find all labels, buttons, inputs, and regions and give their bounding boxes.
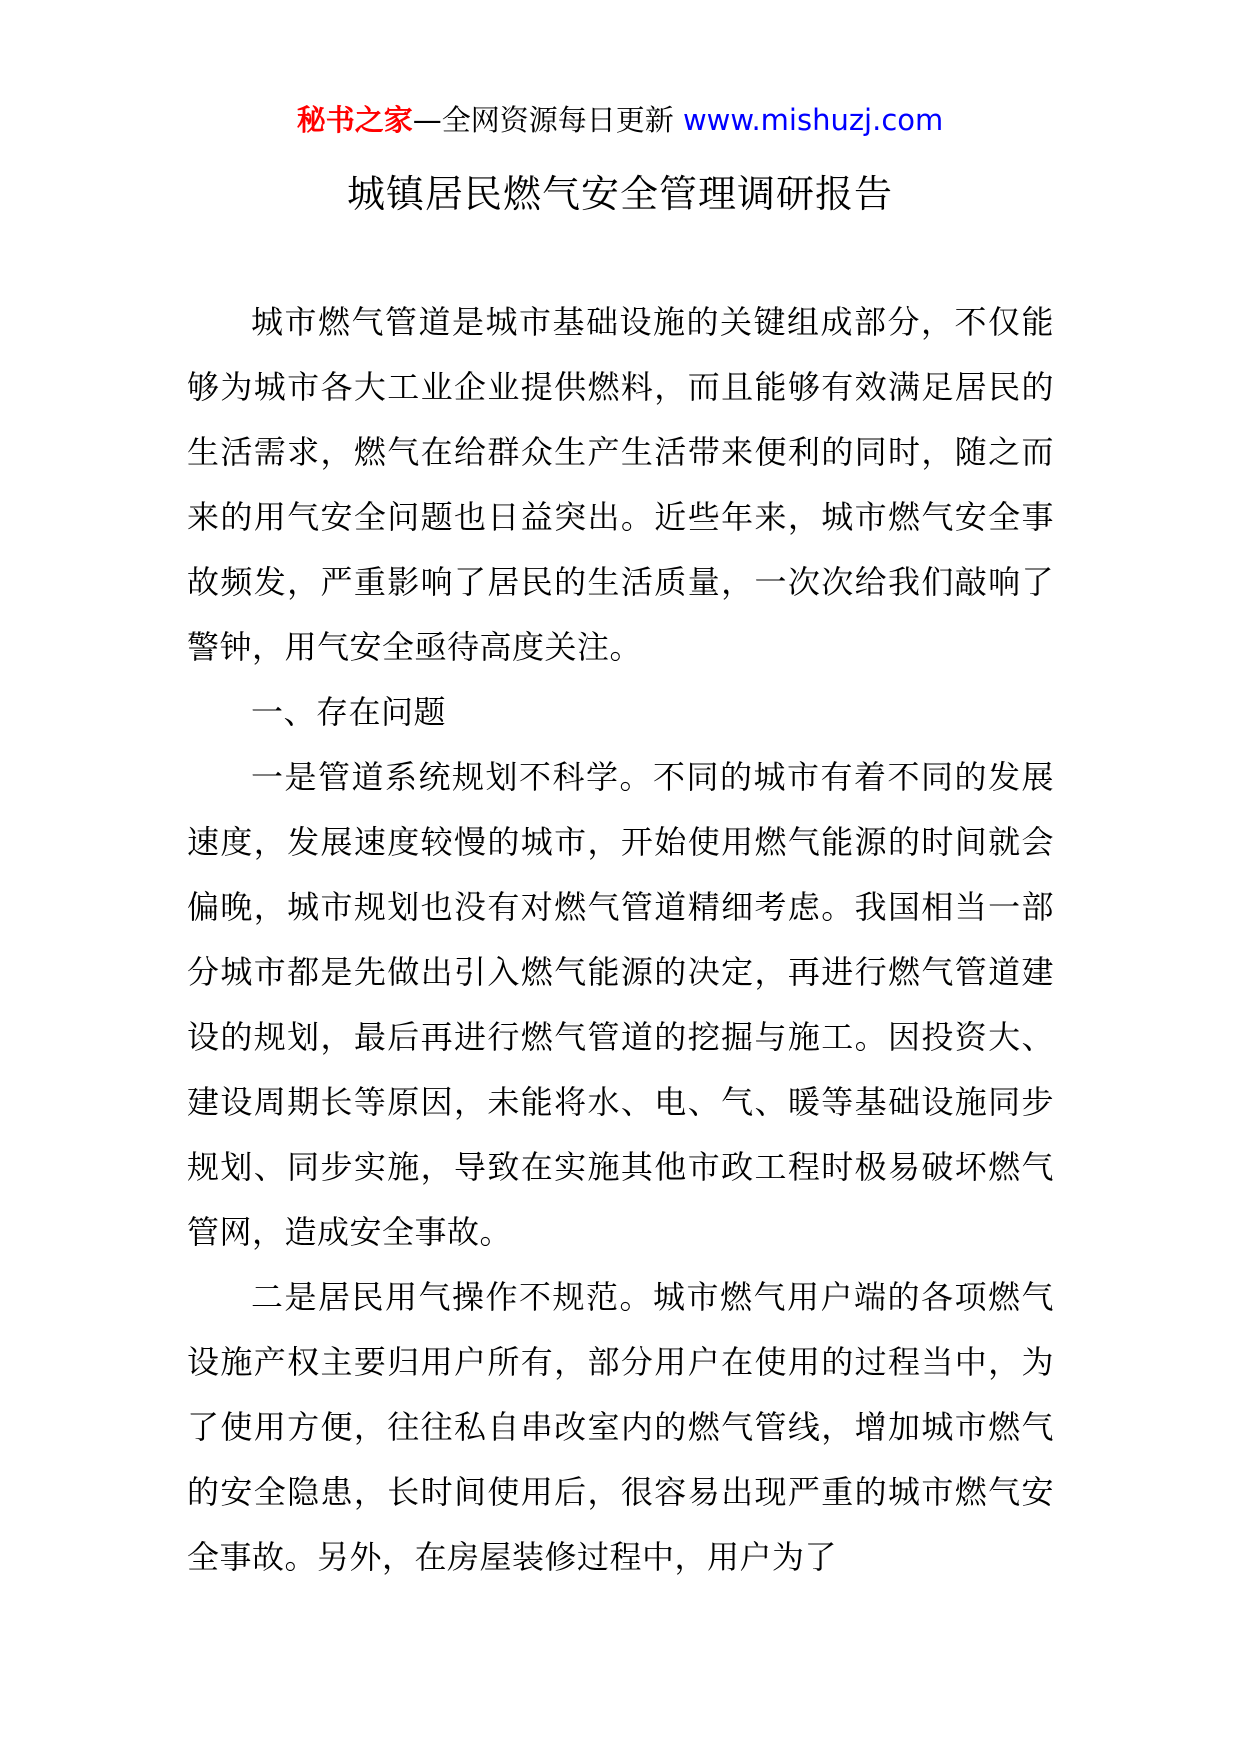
brand-name: 秘书之家 (296, 103, 413, 137)
paragraph-point-two: 二是居民用气操作不规范。城市燃气用户端的各项燃气设施产权主要归用户所有，部分用户在使用的过程当中，为了使用方便，往往私自串改室内的燃气管线，增加城市燃气的安全隐患，长时间使用后，很容易出现严重的城市燃气安全事故。另外，在房屋装修过程中，用户为了 (187, 1278, 1054, 1576)
header-banner (0, 100, 1240, 140)
section-heading: 一、存在问题 (251, 693, 447, 731)
header-slogan: —全网资源每日更新 (412, 103, 674, 137)
paragraph-intro: 城市燃气管道是城市基础设施的关键组成部分，不仅能够为城市各大工业企业提供燃料，而且能够有效满足居民的生活需求，燃气在给群众生产生活带来便利的同时，随之而来的用气安全问题也日益突出。近些年来，城市燃气安全事故频发，严重影响了居民的生活质量，一次次给我们敲响了警钟，用气安全亟待高度关注。 (187, 303, 1054, 666)
paragraph-point-one: 一是管道系统规划不科学。不同的城市有着不同的发展速度，发展速度较慢的城市，开始使用燃气能源的时间就会偏晚，城市规划也没有对燃气管道精细考虑。我国相当一部分城市都是先做出引入燃气能源的决定，再进行燃气管道建设的规划，最后再进行燃气管道的挖掘与施工。因投资大、建设周期长等原因，未能将水、电、气、暖等基础设施同步规划、同步实施，导致在实施其他市政工程时极易破坏燃气管网，造成安全事故。 (187, 758, 1054, 1251)
site-link[interactable]: www.mishuzj.com (682, 103, 944, 137)
document-body (187, 290, 1054, 1590)
document-title: 城镇居民燃气安全管理调研报告 (346, 172, 893, 216)
